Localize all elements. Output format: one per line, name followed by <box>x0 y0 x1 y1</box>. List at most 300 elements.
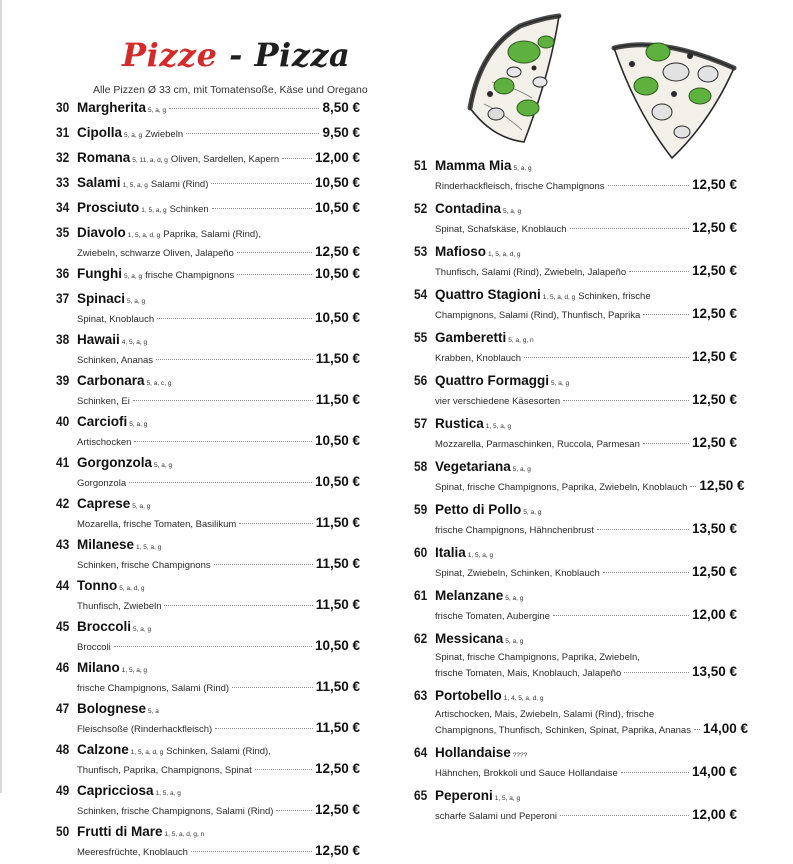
dot-leader <box>694 729 700 730</box>
item-name: Petto di Pollo <box>435 502 522 517</box>
item-price: 12,50 € <box>691 177 737 192</box>
allergen-codes: 5, 11, a, d, g <box>132 157 168 164</box>
item-number: 31 <box>56 125 70 140</box>
dot-leader <box>570 228 689 229</box>
item-price: 11,50 € <box>315 597 360 612</box>
pizza-slice-icon <box>470 16 559 142</box>
item-price: 9,50 € <box>322 125 360 140</box>
item-ingredients-line <box>77 245 360 261</box>
dot-leader <box>169 108 319 109</box>
item-name: Quattro Stagioni <box>435 287 541 302</box>
item-ingredients-line <box>77 516 360 532</box>
item-header <box>77 149 360 170</box>
item-number: 60 <box>414 545 428 560</box>
allergen-codes: 5, a, d, g <box>119 585 145 592</box>
item-price: 10,50 € <box>314 175 360 190</box>
item-header <box>77 265 360 286</box>
menu-item <box>56 741 360 778</box>
item-ingredients-line <box>77 680 360 696</box>
item-header <box>435 744 737 765</box>
item-price: 12,00 € <box>691 807 737 822</box>
item-price: 11,50 € <box>315 720 360 735</box>
dot-leader <box>597 529 689 530</box>
item-ingredients: Schinken, Ei <box>77 396 130 407</box>
item-header <box>77 659 360 680</box>
item-header <box>77 454 360 475</box>
item-body <box>77 149 360 170</box>
dot-leader <box>212 208 312 209</box>
item-number: 53 <box>414 244 428 259</box>
item-body <box>77 290 360 327</box>
dot-leader <box>156 359 313 360</box>
item-number: 51 <box>414 158 428 173</box>
item-ingredients-line <box>435 221 737 237</box>
menu-item <box>56 372 360 409</box>
menu-item <box>414 372 737 409</box>
item-ingredients: Paprika, Salami (Rind), <box>163 229 261 240</box>
allergen-codes: 5, a, g <box>551 380 570 387</box>
item-ingredients: Spinat, Knoblauch <box>77 314 155 325</box>
item-price: 13,50 € <box>691 664 737 679</box>
item-price: 11,50 € <box>315 392 360 407</box>
item-name: Diavolo <box>77 225 126 240</box>
item-price: 12,50 € <box>699 478 745 493</box>
item-price: 10,50 € <box>314 200 360 215</box>
item-body <box>77 536 360 573</box>
item-header <box>77 413 360 434</box>
item-number: 46 <box>56 660 70 675</box>
menu-item <box>56 700 360 737</box>
item-ingredients-line <box>435 350 737 366</box>
item-number: 45 <box>56 619 70 634</box>
item-price: 12,50 € <box>691 220 737 235</box>
item-header <box>77 199 360 220</box>
item-ingredients-line <box>77 639 360 655</box>
item-header <box>435 329 737 350</box>
item-price: 10,50 € <box>314 638 360 653</box>
item-price: 12,50 € <box>314 244 360 259</box>
item-number: 57 <box>414 416 428 431</box>
dot-leader <box>191 851 312 852</box>
item-price: 12,00 € <box>314 150 360 165</box>
item-ingredients-line <box>435 651 737 665</box>
item-body <box>77 782 360 819</box>
item-ingredients: frische Champignons, Salami (Rind) <box>77 683 230 694</box>
item-header <box>77 495 360 516</box>
menu-item <box>56 577 360 614</box>
item-ingredients: scharfe Salami und Peperoni <box>435 811 557 822</box>
item-number: 47 <box>56 701 70 716</box>
item-name: Rustica <box>435 416 484 431</box>
title-italian: Pizze <box>122 36 218 74</box>
item-body <box>435 587 737 624</box>
allergen-codes: 1, 5, a, d, g <box>542 294 576 301</box>
menu-item <box>414 501 737 538</box>
item-ingredients: Artischocken <box>77 437 132 448</box>
item-name: Funghi <box>77 266 122 281</box>
item-price: 12,50 € <box>691 306 737 321</box>
item-header <box>435 687 737 708</box>
allergen-codes: 1, 5, a, g <box>155 790 181 797</box>
menu-item <box>56 659 360 696</box>
pizza-slice-icon <box>614 43 734 158</box>
item-name: Capricciosa <box>77 783 154 798</box>
item-body <box>435 630 737 681</box>
menu-item <box>414 329 737 366</box>
allergen-codes: 1, 5, a, g <box>494 795 521 802</box>
menu-item <box>56 495 360 532</box>
item-ingredients: Champignons, Salami (Rind), Thunfisch, Paprika <box>435 310 641 321</box>
dot-leader <box>629 271 689 272</box>
dot-leader <box>524 357 689 358</box>
item-ingredients: Fleischsoße (Rinderhackfleisch) <box>77 724 213 735</box>
item-number: 35 <box>56 225 70 240</box>
item-ingredients-line <box>77 803 360 819</box>
item-ingredients: Spinat, frische Champignons, Paprika, Zwiebeln, Knoblauch <box>435 482 688 493</box>
item-body <box>77 577 360 614</box>
allergen-codes: 4, 5, a, g <box>121 339 148 346</box>
item-body <box>435 415 737 452</box>
menu-item <box>56 331 360 368</box>
item-ingredients: Schinken, Salami (Rind), <box>166 746 271 757</box>
item-header <box>77 290 360 311</box>
item-body <box>77 741 360 778</box>
item-price: 12,50 € <box>314 843 360 858</box>
item-header <box>77 174 360 195</box>
menu-item <box>56 782 360 819</box>
item-price: 12,50 € <box>691 435 737 450</box>
item-price: 11,50 € <box>315 515 360 530</box>
item-body <box>77 265 360 286</box>
menu-item <box>414 286 737 323</box>
item-header <box>435 630 737 651</box>
dot-leader <box>232 687 313 688</box>
allergen-codes: 5, a, g <box>148 107 167 114</box>
menu-subtitle: Alle Pizzen Ø 33 cm, mit Tomatensoße, Käse und Oregano <box>93 84 368 96</box>
menu-item <box>414 415 737 452</box>
item-header <box>435 243 737 264</box>
menu-item <box>414 243 737 280</box>
allergen-codes: 5, a, g <box>124 132 143 139</box>
item-ingredients-line <box>435 808 737 824</box>
item-price: 12,50 € <box>691 263 737 278</box>
item-name: Caprese <box>77 496 131 511</box>
item-name: Gorgonzola <box>77 455 152 470</box>
item-number: 56 <box>414 373 428 388</box>
item-body <box>435 687 748 738</box>
item-number: 49 <box>56 783 70 798</box>
allergen-codes: 1, 5, a, g <box>141 207 167 214</box>
item-name: Salami <box>77 175 121 190</box>
item-number: 37 <box>56 291 70 306</box>
item-price: 12,00 € <box>691 607 737 622</box>
item-price: 12,50 € <box>691 564 737 579</box>
item-number: 59 <box>414 502 428 517</box>
item-body <box>77 124 360 145</box>
allergen-codes: 5, a, g <box>133 626 152 633</box>
page-title <box>122 36 350 74</box>
item-header <box>435 415 737 436</box>
item-ingredients-line <box>77 311 360 327</box>
item-body <box>77 372 360 409</box>
item-body <box>77 199 360 220</box>
item-ingredients: Thunfisch, Paprika, Champignons, Spinat <box>77 765 252 776</box>
item-name: Carciofi <box>77 414 128 429</box>
item-ingredients: Schinken <box>169 204 209 215</box>
item-number: 52 <box>414 201 428 216</box>
menu-item <box>56 174 360 195</box>
item-price: 8,50 € <box>322 100 360 115</box>
allergen-codes: 5, a, g <box>127 298 146 305</box>
dot-leader <box>237 274 312 275</box>
dot-leader <box>624 672 689 673</box>
item-header <box>77 372 360 393</box>
item-number: 40 <box>56 414 70 429</box>
item-ingredients-line <box>435 264 737 280</box>
menu-item <box>56 99 360 120</box>
item-ingredients: Spinat, Zwiebeln, Schinken, Knoblauch <box>435 568 600 579</box>
allergen-codes: 5, a, g <box>123 273 143 280</box>
item-price: 10,50 € <box>314 474 360 489</box>
item-body <box>435 243 737 280</box>
menu-item <box>56 823 360 860</box>
item-number: 65 <box>414 788 428 803</box>
item-name: Milano <box>77 660 120 675</box>
item-ingredients: Schinken, Ananas <box>77 355 154 366</box>
item-ingredients: frische Champignons <box>145 270 235 281</box>
item-body <box>77 659 360 696</box>
dot-leader <box>114 646 312 647</box>
menu-item <box>56 618 360 655</box>
dot-leader <box>214 564 313 565</box>
dot-leader <box>643 314 689 315</box>
item-ingredients: vier verschiedene Käsesorten <box>435 396 561 407</box>
item-header <box>435 286 737 307</box>
allergen-codes: 5, a, c, g <box>146 380 172 387</box>
allergen-codes: ???? <box>512 752 528 759</box>
allergen-codes: 1, 5, a, d, g <box>130 749 164 756</box>
item-ingredients-line <box>77 557 360 573</box>
item-number: 33 <box>56 175 70 190</box>
item-ingredients-line <box>77 721 360 737</box>
item-body <box>77 618 360 655</box>
item-ingredients-line <box>77 762 360 778</box>
allergen-codes: 5, a, g <box>129 421 148 428</box>
allergen-codes: 1, 5, a, g <box>136 544 162 551</box>
item-number: 55 <box>414 330 428 345</box>
item-body <box>435 200 737 237</box>
item-number: 38 <box>56 332 70 347</box>
allergen-codes: 5, a, g <box>513 165 532 172</box>
item-ingredients-line <box>435 522 737 538</box>
item-number: 62 <box>414 631 428 646</box>
item-name: Carbonara <box>77 373 145 388</box>
item-header <box>77 577 360 598</box>
item-ingredients: frische Tomaten, Aubergine <box>435 611 550 622</box>
item-name: Mafioso <box>435 244 487 259</box>
allergen-codes: 1, 5, a, g <box>485 423 512 430</box>
item-price: 12,50 € <box>691 349 737 364</box>
item-ingredients-line <box>435 765 737 781</box>
item-name: Prosciuto <box>77 200 140 215</box>
item-ingredients: Schinken, frische <box>578 291 651 302</box>
menu-column-left <box>56 99 360 864</box>
dot-leader <box>276 810 312 811</box>
item-name: Mamma Mia <box>435 158 512 173</box>
item-price: 11,50 € <box>315 679 360 694</box>
item-ingredients-line <box>435 393 737 409</box>
item-ingredients-line <box>435 565 737 581</box>
item-name: Melanzane <box>435 588 504 603</box>
menu-item <box>56 224 360 261</box>
dot-leader <box>186 133 319 134</box>
dot-leader <box>211 183 312 184</box>
item-body <box>77 413 360 450</box>
dot-leader <box>643 443 689 444</box>
allergen-codes: 5, a, g <box>505 638 524 645</box>
item-ingredients: Oliven, Sardellen, Kapern <box>170 154 280 165</box>
item-ingredients: Zwiebeln, schwarze Oliven, Jalapeño <box>77 248 234 259</box>
item-ingredients: Mozzarella, Parmaschinken, Ruccola, Parmesan <box>435 439 640 450</box>
item-number: 42 <box>56 496 70 511</box>
item-price: 13,50 € <box>691 521 737 536</box>
item-body <box>435 157 737 194</box>
item-name: Quattro Formaggi <box>435 373 549 388</box>
item-ingredients-line <box>77 598 360 614</box>
menu-item <box>414 744 737 781</box>
item-ingredients: Spinat, frische Champignons, Paprika, Zwiebeln, <box>435 652 640 663</box>
item-ingredients: Zwiebeln <box>145 129 184 140</box>
dot-leader <box>603 572 689 573</box>
item-ingredients: Mozarella, frische Tomaten, Basilikum <box>77 519 237 530</box>
item-number: 39 <box>56 373 70 388</box>
item-ingredients-line <box>77 475 360 491</box>
item-ingredients: Hähnchen, Brokkoli und Sauce Hollandaise <box>435 768 618 779</box>
allergen-codes: 1, 5, a, d, g <box>488 251 521 258</box>
item-name: Calzone <box>77 742 129 757</box>
item-header <box>435 587 737 608</box>
menu-item <box>56 149 360 170</box>
item-body <box>435 286 737 323</box>
menu-item <box>56 536 360 573</box>
allergen-codes: 5, a, g <box>512 466 531 473</box>
item-header <box>77 99 360 120</box>
menu-item <box>414 687 748 738</box>
menu-item <box>414 630 737 681</box>
item-ingredients: Gorgonzola <box>77 478 127 489</box>
item-number: 30 <box>56 100 70 115</box>
item-ingredients: Thunfisch, Zwiebeln <box>77 601 162 612</box>
item-name: Vegetariana <box>435 459 511 474</box>
item-header <box>435 372 737 393</box>
item-body <box>435 544 737 581</box>
item-body <box>435 744 737 781</box>
item-ingredients-line <box>435 478 745 495</box>
allergen-codes: 1, 5, a, g <box>467 552 494 559</box>
item-name: Hawaii <box>77 332 120 347</box>
item-ingredients: Schinken, frische Champignons <box>77 560 211 571</box>
item-name: Cipolla <box>77 125 123 140</box>
item-header <box>435 458 737 479</box>
item-name: Spinaci <box>77 291 126 306</box>
dot-leader <box>560 815 689 816</box>
item-body <box>77 823 360 860</box>
item-number: 58 <box>414 459 428 474</box>
menu-item <box>56 290 360 327</box>
item-header <box>77 618 360 639</box>
dot-leader <box>164 605 312 606</box>
item-ingredients: frische Champignons, Hähnchenbrust <box>435 525 594 536</box>
item-number: 43 <box>56 537 70 552</box>
dot-leader <box>133 400 313 401</box>
allergen-codes: 5, a <box>148 708 159 715</box>
item-header <box>77 331 360 352</box>
item-ingredients-line <box>435 608 737 624</box>
item-body <box>77 224 360 261</box>
menu-item <box>56 124 360 145</box>
pizza-illustration <box>462 12 742 164</box>
item-number: 44 <box>56 578 70 593</box>
item-ingredients-line <box>77 434 360 450</box>
item-ingredients: Champignons, Thunfisch, Schinken, Spinat, Paprika, Ananas <box>435 725 691 736</box>
dot-leader <box>157 318 312 319</box>
item-ingredients: Broccoli <box>77 642 111 653</box>
item-number: 48 <box>56 742 70 757</box>
item-name: Italia <box>435 545 466 560</box>
item-ingredients-line <box>435 178 737 194</box>
allergen-codes: 1, 5, a, d, g <box>127 232 161 239</box>
item-name: Hollandaise <box>435 745 511 760</box>
item-ingredients: Salami (Rind) <box>150 179 209 190</box>
dot-leader <box>282 158 312 159</box>
dot-leader <box>553 615 689 616</box>
item-body <box>435 458 745 495</box>
item-ingredients-line <box>435 721 748 738</box>
menu-item <box>414 458 745 495</box>
item-ingredients-line <box>77 352 360 368</box>
item-ingredients-line <box>77 844 360 860</box>
item-body <box>77 454 360 491</box>
item-header <box>77 823 360 844</box>
dot-leader <box>621 772 689 773</box>
item-body <box>435 501 737 538</box>
dot-leader <box>129 482 312 483</box>
item-price: 11,50 € <box>315 556 360 571</box>
item-name: Peperoni <box>435 788 493 803</box>
title-german: Pizza <box>254 36 351 74</box>
item-number: 34 <box>56 200 70 215</box>
item-number: 36 <box>56 266 70 281</box>
dot-leader <box>134 441 312 442</box>
dot-leader <box>215 728 313 729</box>
item-name: Contadina <box>435 201 501 216</box>
allergen-codes: 1, 4, 5, a, d, g <box>503 695 544 702</box>
item-price: 12,50 € <box>314 802 360 817</box>
item-header <box>435 787 737 808</box>
dot-leader <box>690 486 696 487</box>
title-separator: - <box>217 36 255 74</box>
item-name: Margherita <box>77 100 147 115</box>
item-body <box>77 99 360 120</box>
dot-leader <box>255 769 312 770</box>
item-body <box>435 372 737 409</box>
item-body <box>77 700 360 737</box>
item-price: 10,50 € <box>314 266 360 281</box>
item-number: 50 <box>56 824 70 839</box>
item-ingredients: Meeresfrüchte, Knoblauch <box>77 847 188 858</box>
item-number: 54 <box>414 287 428 302</box>
allergen-codes: 5, a, g <box>132 503 151 510</box>
